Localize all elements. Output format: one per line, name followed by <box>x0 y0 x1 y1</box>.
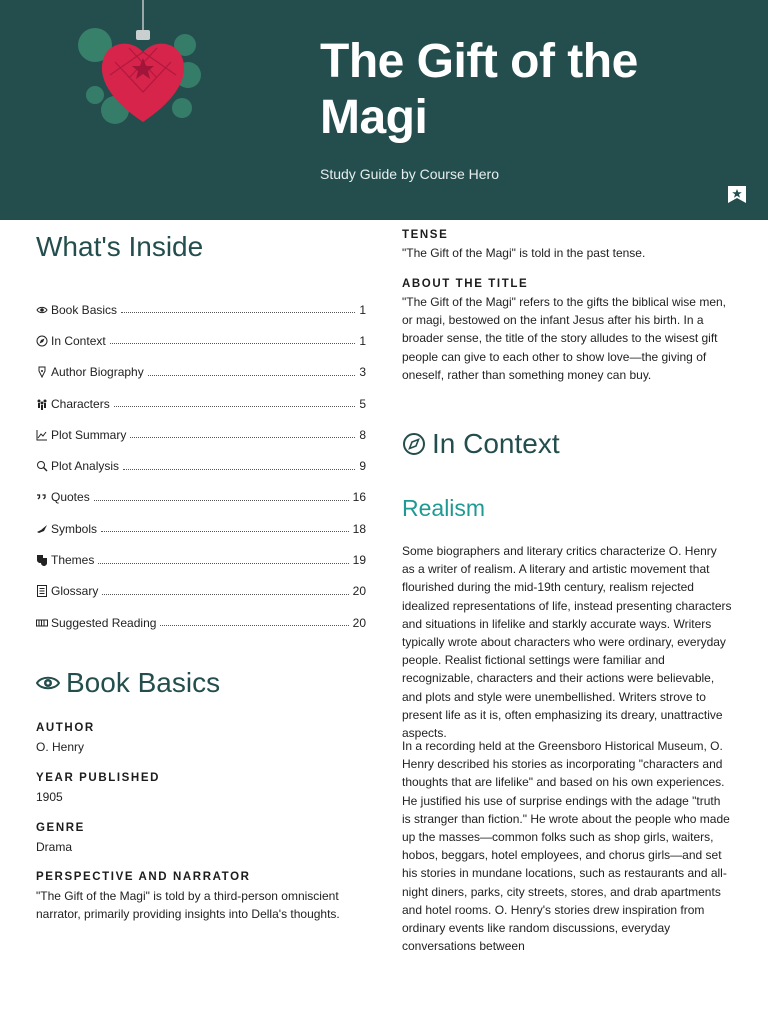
heart-ornament-icon <box>70 0 210 140</box>
toc-item-page: 8 <box>359 427 366 442</box>
document-subtitle: Study Guide by Course Hero <box>320 166 499 182</box>
document-title: The Gift of the Magi <box>320 35 638 144</box>
toc-leader <box>123 469 355 470</box>
about-title-field <box>402 278 732 384</box>
toc-item-symbols[interactable] <box>36 513 366 544</box>
toc-item-page: 9 <box>359 459 366 474</box>
toc-item-plot-summary[interactable] <box>36 419 366 450</box>
toc-item-page: 5 <box>359 396 366 411</box>
toc-item-glossary[interactable] <box>36 576 366 607</box>
table-of-contents <box>36 294 366 638</box>
tense-label: TENSE <box>402 229 449 241</box>
people-icon <box>36 398 48 410</box>
magnifier-icon <box>36 460 48 472</box>
in-context-title: In Context <box>432 428 560 459</box>
toc-leader <box>114 406 356 407</box>
toc-item-suggested-reading[interactable] <box>36 607 366 638</box>
toc-item-label: Symbols <box>51 521 98 536</box>
book-basics-heading <box>36 667 220 699</box>
masks-icon <box>36 554 48 566</box>
author-field <box>36 722 366 756</box>
toc-item-label: Author Biography <box>51 365 144 380</box>
toc-item-label: Plot Analysis <box>51 459 120 474</box>
tense-field <box>402 229 732 262</box>
perspective-value: "The Gift of the Magi" is told by a third-person omniscient narrator, primarily providing insights into Della's thoughts. <box>36 889 340 921</box>
toc-item-label: Themes <box>51 553 95 568</box>
toc-item-page: 16 <box>352 490 366 505</box>
line-chart-icon <box>36 429 48 441</box>
year-label: YEAR PUBLISHED <box>36 772 160 784</box>
toc-item-page: 20 <box>352 615 366 630</box>
toc-item-label: Characters <box>51 396 110 411</box>
toc-item-plot-analysis[interactable] <box>36 450 366 481</box>
toc-leader <box>148 375 356 376</box>
about-title-label: ABOUT THE TITLE <box>402 278 529 290</box>
toc-leader <box>121 312 355 313</box>
list-page-icon <box>36 585 48 597</box>
toc-item-book-basics[interactable] <box>36 294 366 325</box>
toc-leader <box>101 531 349 532</box>
header-banner <box>0 0 768 220</box>
perspective-label: PERSPECTIVE AND NARRATOR <box>36 871 251 883</box>
author-label: AUTHOR <box>36 722 95 734</box>
toc-item-page: 1 <box>359 302 366 317</box>
quote-icon <box>36 491 48 503</box>
toc-leader <box>160 625 348 626</box>
toc-item-themes[interactable] <box>36 544 366 575</box>
tense-value: "The Gift of the Magi" is told in the past tense. <box>402 246 646 260</box>
context-paragraph-1: Some biographers and literary critics characterize O. Henry as a writer of realism. A literary and artistic movement that flourished during the mid-19th century, realism rejected idealized representations of life, instead presenting characters and situations in lifelike and starkly accurate ways. Writers typically wrote about characters who were ordinary, everyday people. Realist fictional settings were familiar and recognizable, characters and their actions were believable, and plots and style were unembellished. Writers strove to present life as it is, often emphasizing its dreary, unattractive aspects. <box>402 544 732 741</box>
compass-icon <box>36 335 48 347</box>
toc-item-label: Glossary <box>51 584 99 599</box>
compass-icon <box>402 432 426 456</box>
toc-item-label: Suggested Reading <box>51 615 157 630</box>
in-context-heading <box>402 428 560 460</box>
contents-heading: What's Inside <box>36 231 204 262</box>
books-icon <box>36 617 48 629</box>
toc-leader <box>98 563 348 564</box>
genre-value: Drama <box>36 840 73 854</box>
toc-item-characters[interactable] <box>36 388 366 419</box>
toc-item-page: 20 <box>352 584 366 599</box>
toc-leader <box>130 437 355 438</box>
toc-item-label: Quotes <box>51 490 90 505</box>
realism-subheading: Realism <box>402 495 486 521</box>
eye-icon <box>36 671 60 695</box>
about-title-value: "The Gift of the Magi" refers to the gifts the biblical wise men, or magi, bestowed on the infant Jesus after his birth. In a broader sense, the title of the story alludes to the wisest gift people can give to each other to show love—the giving of oneself, rather than something money can buy. <box>402 295 726 382</box>
book-basics-title: Book Basics <box>66 667 221 698</box>
toc-item-quotes[interactable] <box>36 482 366 513</box>
perspective-field <box>36 871 366 923</box>
pen-nib-icon <box>36 366 48 378</box>
toc-item-in-context[interactable] <box>36 325 366 356</box>
toc-item-page: 19 <box>352 553 366 568</box>
bird-icon <box>36 523 48 535</box>
toc-item-page: 1 <box>359 333 366 348</box>
toc-item-label: Book Basics <box>51 302 118 317</box>
toc-item-author-biography[interactable] <box>36 357 366 388</box>
toc-leader <box>102 594 348 595</box>
genre-field <box>36 822 366 856</box>
toc-item-page: 3 <box>359 365 366 380</box>
course-hero-logo-icon <box>726 183 748 205</box>
context-paragraph-2: In a recording held at the Greensboro Historical Museum, O. Henry described his stories as incorporating "characters and thoughts that are lifelike" and based on his own experiences. He justified his use of surprise endings with the adage "truth is stranger than fiction." He wrote about the people who made up the masses—common folks such as shop girls, waiters, hobos, beggars, hotel employees, and chorus girls—and set his stories in mundane locations, such as restaurants and all-night diners, parks, city streets, stores, and drab apartments and hotel rooms. O. Henry's stories drew inspiration from ordinary events like random discussions, everyday conversations between <box>402 739 730 954</box>
toc-item-label: In Context <box>51 333 106 348</box>
toc-leader <box>110 343 356 344</box>
toc-item-page: 18 <box>352 521 366 536</box>
year-field <box>36 772 366 806</box>
toc-item-label: Plot Summary <box>51 427 127 442</box>
eye-icon <box>36 304 48 316</box>
toc-leader <box>94 500 349 501</box>
year-value: 1905 <box>36 790 63 804</box>
genre-label: GENRE <box>36 822 85 834</box>
author-value: O. Henry <box>36 740 85 754</box>
